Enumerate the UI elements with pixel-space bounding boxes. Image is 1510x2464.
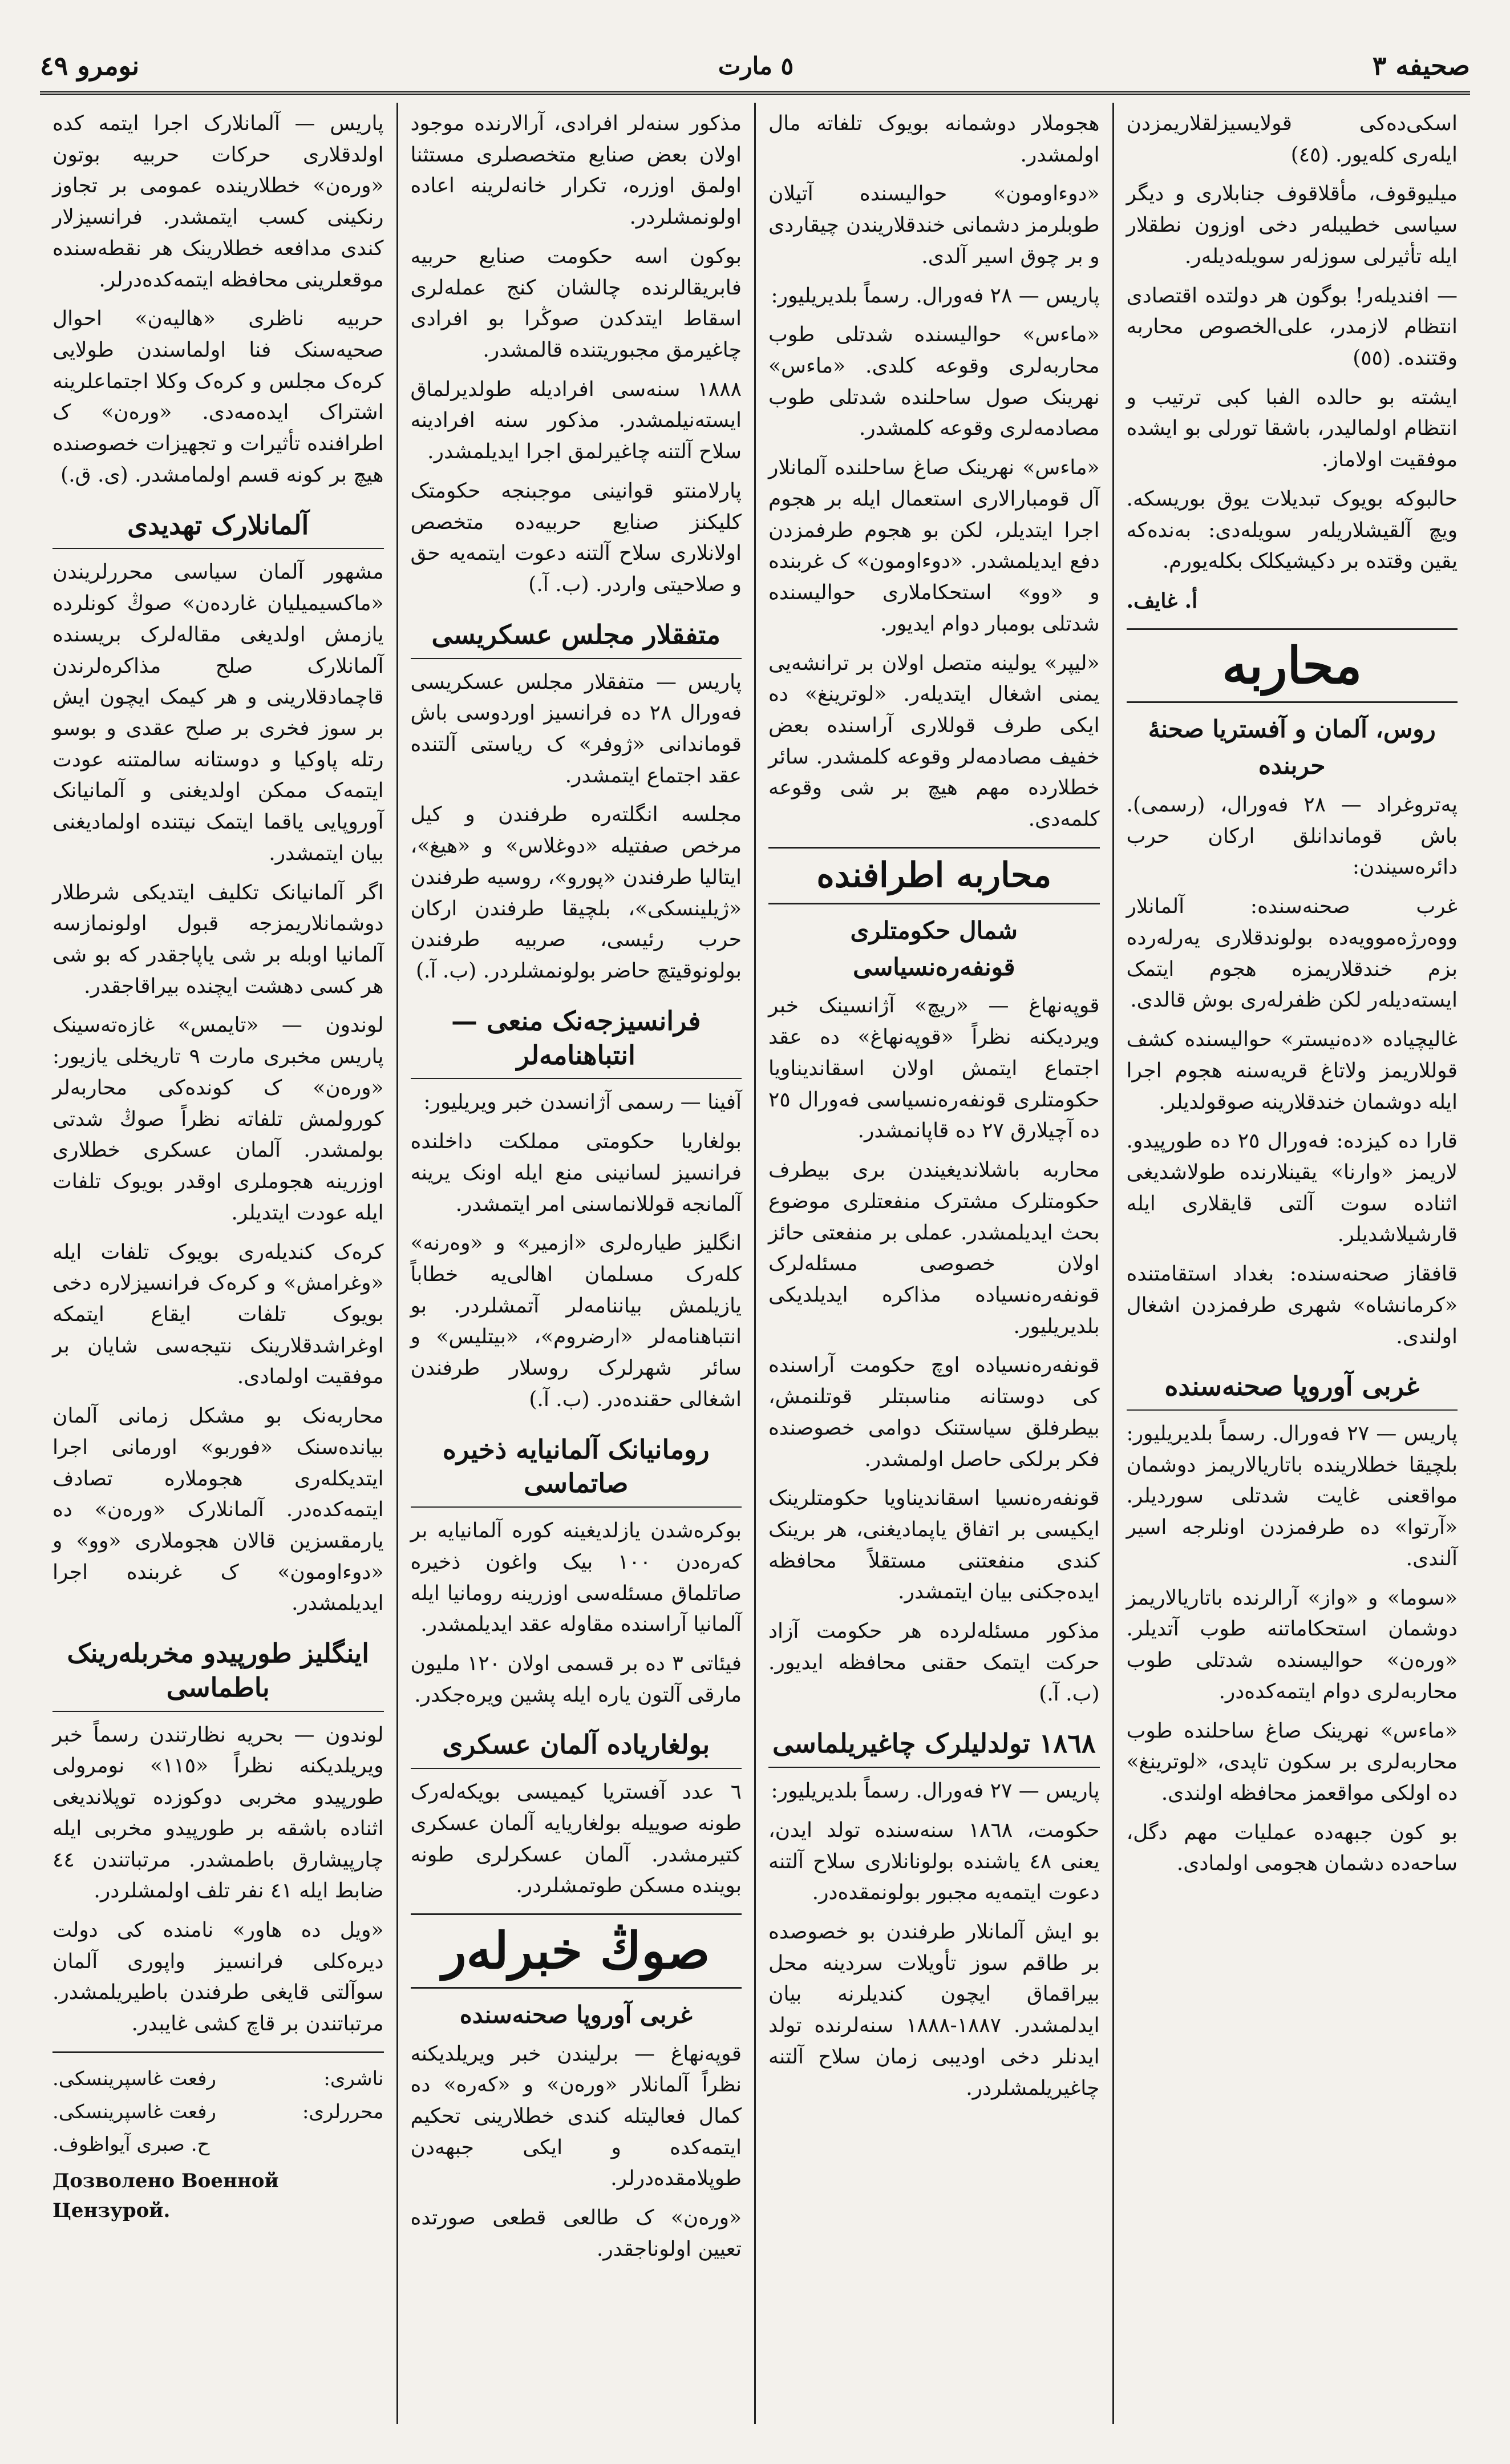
paragraph: ٦ عدد آفستریا کیمیسی بویکەلەرک طونە صوییلە بولغاریایە آلمان عسکری کتیرمشدر. آلمان عسکرلری طونە بویندە مسکن طوتمشلردر. <box>410 1780 742 1898</box>
paragraph: «ورەن» ک طالعی قطعی صورتدە تعیین اولوناجقدر. <box>410 2206 742 2261</box>
columns <box>40 103 1470 2424</box>
paragraph: پارلامنتو قوانینی موجبنجە حکومتک کلیکنز صنایع حربیەدە متخصص اولانلاری سلاح آلتنە دعوت ایتمەیە حق و صلاحیتی واردر. (ب. آ.) <box>410 479 742 597</box>
paragraph: اسکی‌ده‌کی قولایسیزلقلاریمزدن ایلەری کلەیور. (٤٥) <box>1126 112 1458 167</box>
paragraph: فیئاتی ٣ دە بر قسمی اولان ١٢٠ ملیون مارقی آلتون یارە ایلە پشین ویرەجکدر. <box>410 1652 742 1707</box>
column-2 <box>754 103 1112 2424</box>
paragraph: قافقاز صحنەسندە: بغداد استقامتندە «کرمانشاه» شهری طرفمزدن اشغال اولندی. <box>1126 1262 1458 1348</box>
paragraph: پەتروغراد — ٢٨ فەورال، (رسمی). باش قوماندانلق ارکان حرب دائرەسیندن: <box>1126 793 1458 879</box>
paragraph: آفینا — رسمی آژانسدن خبر ویریلیور: <box>423 1090 742 1114</box>
paragraph: «ماءس» حوالیسندە شدتلی طوب محاربەلری وقوعە کلدی. «ماءس» نهرینک صول ساحلندە شدتلی طوب مصادمەلری وقوعە کلمشدر. <box>768 323 1100 441</box>
page-number: صحیفه ٣ <box>1372 50 1470 81</box>
page-header <box>40 40 1470 95</box>
paragraph: بوکرەشدن یازلدیغینە کورە آلمانیایە بر کەرەدن ١٠٠ بیک واغون ذخیرە صاتلماق مسئلەسی اوزرینە رومانیا ایلە آلمانیا آراسندە مقاولە عقد ایدیلمشدر. <box>410 1519 742 1637</box>
war-subheadline: روس، آلمان و آفستریا صحنهٔ حربندە <box>1148 715 1436 780</box>
conscription-headline: ١٨٦٨ تولدلیلرک چاغیریلماسی <box>768 1721 1100 1768</box>
bulgaria-troops-headline: بولغاریادە آلمان عسکری <box>411 1722 742 1769</box>
paragraph: قارا دە کیزدە: فەورال ٢٥ دە طورپیدو. لاریمز «وارنا» یقینلارندە طولاشدیغی اثنادە سوت آلتی قایقلاری ایلە قارشیلاشدیلر. <box>1126 1129 1458 1247</box>
author-signature: أ. غایف. <box>1126 589 1198 613</box>
publisher-row <box>52 2065 384 2094</box>
paragraph: میلیوقوف، مأقلاقوف جنابلاری و دیگر سیاسی خطیبلەر دخی اوزون نطقلار ایلە تأثیرلی سوزلەر سویلەدیلەر. <box>1126 182 1458 268</box>
paragraph: محاربەنک بو مشکل زمانی آلمان بیاندەسنک «فوربو» اورمانی اجرا ایتدیکلەری هجوملارە تصادف ایتمەکدەدر. آلمانلارک «ورەن» دە یارمقسزین قالان هجوملاری «وو» و «دوءاومون» ک غربندە اجرا ایدیلمشدر. <box>52 1404 384 1615</box>
editor-name: ح. صبری آیواظوف. <box>52 2133 210 2156</box>
paragraph: محاربە باشلاندیغیندن بری بیطرف حکومتلرک مشترک منفعتلری موضوع بحث ایدیلمشدر. عملی بر منفعتی حائز اولان خصوصی مسئلەلرک قونفەرەنسیادە مذاکرە ایدیلدیکی بلدیریلیور. <box>768 1158 1100 1338</box>
paragraph: «ویل ده هاور» نامندە کی دولت دیرەکلی فرانسیز واپوری آلمان سوآلتی قایغی طرفندن باطیریلمشدر. مرتباتندن بر قاچ کشی غایبدر. <box>52 1918 384 2036</box>
paragraph: لوندون — «تایمس» غازەتەسینک پاریس مخبری مارت ٩ تاریخلی یازیور: «ورەن» ک کوندەکی محاربەلر کورولمش تلفاتە نظراً صوڭ شدتی بولمشدر. آلمان عسکری خطلاری اوزرینە هجوملری اوقدر بویوک تلفات ایلە عودت ایتدیلر. <box>52 1013 384 1225</box>
paragraph: قوپەنهاغ — «ریچ» آژانسینک خبر ویردیکنە نظراً «قوپەنهاغ» دە عقد اجتماع ایتمش اولان اسقاندیناویا حکومتلری قونفەرەنسیاسی فەورال ٢٥ دە آچیلارق ٢٧ دە قاپانمشدر. <box>768 994 1100 1143</box>
paragraph: هجوملار دوشمانە بویوک تلفاتە مال اولمشدر. <box>768 112 1100 167</box>
editors-row-2 <box>52 2130 384 2160</box>
around-war-headline: محاربه اطرافنده <box>768 847 1100 904</box>
paragraph: بو ایش آلمانلار طرفندن بو خصوصدە بر طاقم سوز تأویلات سردینە محل بیراقماق ایچون کندیلرنە بیان ایدلمشدر. ١٨٨٧-١٨٨٨ سنەلرندە تولد ایدنلر دخی اودیبی زمان سلاح آلتنە چاغیریلمشلردر. <box>768 1920 1100 2100</box>
paragraph: مشهور آلمان سیاسی محررلریندن «ماکسیمیلیان غاردەن» صوڭ کونلردە یازمش اولدیغی مقالەلرک بریسندە آلمانلارک صلح مذاکرەلرندن قاچمادقلارینی و هر کیمک ایچون ایش بر سوز فخری بر صلح عقدی و بوسو رتلە پاوکیا و دوستانە سالمتنە عودت ایتمەک ممکن اولدیغنی و آلمانیانک آوروپایی یاقما ایتمک نیتندە اولمادیغنی بیان ایتمشدر. <box>52 560 384 865</box>
censor-note: Дозволено Военной Цензурой. <box>52 2169 279 2222</box>
column-1 <box>1112 103 1471 2424</box>
publisher-label: ناشری: <box>323 2067 384 2090</box>
publisher-name: رفعت غاسپرینسکی. <box>52 2067 216 2090</box>
paragraph: «سوما» و «واز» آرالرندە باتاریالاریمز دوشمان استحکاماتنە طوب آتدیلر. «ورەن» حوالیسندە شدتلی طوب محاربەلری دوام ایتمەکدەدر. <box>1126 1586 1458 1703</box>
paragraph: «ماءس» نهرینک صاغ ساحلندە آلمانلار آل قومبارالاری استعمال ایلە بر هجوم اجرا ایتدیلر، لکن بو هجوم طرفمزدن دفع ایدیلمشدر. «دوءاومون» ک غربندە و «وو» استحکاملاری حوالیسندە شدتلی بومبار دوام ایدیور. <box>768 456 1100 636</box>
column-4 <box>40 103 396 2424</box>
german-threat-headline: آلمانلارک تهدیدی <box>52 503 384 550</box>
column-3 <box>396 103 755 2424</box>
french-ban-headline: فرانسیزجەنک منعی — انتباهنامەلر <box>411 999 742 1080</box>
paragraph: قوپەنهاغ — برلیندن خبر ویریلدیکنە نظراً آلمانلار «ورەن» و «کەرە» دە کمال فعالیتلە کندی خطلارینی تحکیم ایتمەکدە و ایکی جبهەدن طوپلامقدەدرلر. <box>410 2042 742 2191</box>
paragraph: قونفەرەنسیا اسقاندیناویا حکومتلرینک ایکیسی بر اتفاق یاپمادیغنی، هر برینک کندی منفعتنی مستقلاً محافظە ایدەجکنی بیان ایتمشدر. <box>768 1487 1100 1604</box>
paragraph: پاریس — ٢٧ فەورال. رسماً بلدیریلیور: بلچیقا خطلاریندە باتاریالاریمز دوشمان مواقعنی غایت شدتلی سوردیلر. «آرتوا» دە طرفمزدن اونلرجە اسیر آلندی. <box>1126 1422 1458 1570</box>
paragraph: ١٨٨٨ سنەسی افرادیلە طولدیرلماق ایستەنیلمشدر. مذکور سنە افرادینە سلاح آلتنە چاغیرلمق اجرا ایدیلمشدر. <box>410 377 742 464</box>
paragraph: غرب صحنەسندە: آلمانلار ووەرژەموویەدە بولوندقلاری یەرلەردە بزم خندقلاریمزه هجوم ایتمک ایستەدیلەر لکن ظفرلەری بوش قالدی. <box>1126 895 1458 1012</box>
paragraph: پاریس — آلمانلارک اجرا ایتمە کدە اولدقلاری حرکات حربیە بوتون «ورەن» خطلاریندە عمومی بر تجاوز رنکینی کسب ایتمشدر. فرانسیزلار کندی مدافعە خطلارینک هر نقطەسندە موقعلرینی محافظە ایتمەکدەدرلر. <box>52 112 384 292</box>
paragraph: کرەک کندیلەری بویوک تلفات ایلە «وغرامش» و کرەک فرانسیزلارە دخی بویوک تلفات ایقاع ایتمکە اوغراشدقلارینک نتیجەسی شایان بر موفقیت اولمادی. <box>52 1240 384 1389</box>
imprint <box>52 2051 384 2225</box>
paragraph: حکومت، ١٨٦٨ سنەسندە تولد ایدن، یعنی ٤٨ یاشندە بولونانلاری سلاح آلتنە دعوت ایتمەیە مجبور بولونمقدەدر. <box>768 1818 1100 1905</box>
destroyer-sinking-headline: اینگلیز طورپیدو مخربلەرینک باطماسی <box>52 1631 384 1712</box>
paragraph: اگر آلمانیانک تکلیف ایتدیکی شرطلار دوشمانلاریمزجە قبول اولونمازسە آلمانیا اوبلە بر شی یاپاجقدر کە بو شی هر کسی دهشت ایچندە بیراقاجقدر. <box>52 880 384 998</box>
paragraph: ایشتە بو حالدە الفبا کبی ترتیب و انتظام اولمالیدر، باشقا تورلی بو ایشدە موفقیت اولاماز. <box>1126 385 1458 472</box>
paragraph: قونفەرەنسیادە اوچ حکومت آراسندە کی دوستانە مناسبتلر قوتلنمش، بیطرفلق سیاستنک دوامی خصوصندە فکر برلکی حاصل اولمشدر. <box>768 1354 1100 1471</box>
issue-date: ٥ ﻣﺎﺭﺕ <box>718 51 794 80</box>
paragraph: پاریس — ٢٨ فەورال. رسماً بلدیریلیور: <box>771 284 1100 308</box>
editors-label: محررلری: <box>302 2100 384 2123</box>
paragraph: «دوءاومون» حوالیسندە آتیلان طوبلرمز دشمانی خندقلاریندن چیقاردی و بر چوق اسیر آلدی. <box>768 182 1100 268</box>
latest-news-headline: صوڭ خبرلەر <box>411 1913 742 1989</box>
romania-grain-headline: رومانیانک آلمانیایە ذخیرە صاتماسی <box>411 1427 742 1508</box>
paragraph: لوندون — بحریە نظارتندن رسماً خبر ویریلدیکنە نظراً «١١٥» نومرولی طورپیدو مخربی دوکوزدە توپلاندیغی اثنادە باشقە بر طورپیدو مخربی ایلە چارپیشارق باطمشدر. مرتباتندن ٤٤ ضابط ایلە ٤١ نفر تلف اولمشلردر. <box>52 1723 384 1903</box>
paragraph: مذکور سنەلر افرادی، آرالارندە موجود اولان بعض صنایع متخصصلری مستثنا اولمق اوزرە، تکرار خانەلرینە اعادە اولونمشلردر. <box>410 112 742 229</box>
editor-name: رفعت غاسپرینسکی. <box>52 2100 216 2123</box>
paragraph: غالیچیادە «دەنیستر» حوالیسندە کشف قوللاریمز ولاتاغ قریەسنە هجوم اجرا ایلە دوشمان خندقلارینە صوقولدیلر. <box>1126 1028 1458 1114</box>
paragraph: پاریس — ٢٧ فەورال. رسماً بلدیریلیور: <box>771 1779 1100 1803</box>
paragraph: بوکون اسە حکومت صنایع حربیە فابریقالرندە چالشان کنج عملەلری اسقاط ایتدکدن صوڭرا بو افرادی چاغیرمق مجبوریتندە قالمشدر. <box>410 244 742 362</box>
paragraph: مجلسە انگلتەرە طرفندن و کیل مرخص صفتیلە «دوغلاس» و «هیغ»، ایتالیا طرفندن «پورو»، روسیە طرفندن «ژیلینسکی»، بلچیقا طرفندن ارکان حرب رئیسی، صربیە طرفندن بولونوقیتچ حاضر بولونمشلردر. (ب. آ.) <box>410 803 742 983</box>
paragraph: مذکور مسئلەلردە هر حکومت آزاد حرکت ایتمک حقنی محافظە ایدیور. (ب. آ.) <box>768 1619 1100 1706</box>
paragraph: بو کون جبهەدە عملیات مهم دگل، ساحەدە دشمان هجومی اولمادی. <box>1126 1820 1458 1876</box>
paragraph: بولغاریا حکومتی مملکت داخلندە فرانسیز لسانینی منع ایلە اونک یرینە آلمانجە قوللانماسنی امر ایتمشدر. <box>410 1130 742 1216</box>
paragraph: پاریس — متفقلار مجلس عسکریسی فەورال ٢٨ دە فرانسیز اوردوسی باش قوماندانی «ژوفر» ک ریاستی آلتندە عقد اجتماع ایتمشدر. <box>410 670 742 787</box>
paragraph: — افندیلەر! بوگون هر دولتدە اقتصادی انتظام لازمدر، علی‌الخصوص محاربە وقتندە. (٥٥) <box>1126 284 1458 370</box>
war-headline: محاربە <box>1127 628 1458 704</box>
paragraph: حالبوکە بویوک تبدیلات یوق بوریسکە. ویچ آلقیشلاریلەر سویلەدی: بەندەکە یقین وقتدە بر دکیشیکلک بکلەیورم. <box>1126 487 1458 573</box>
latest-news-subheadline: غربی آوروپا صحنەسندە <box>459 2000 693 2029</box>
paragraph: حربیە ناظری «هالیەن» احوال صحیەسنک فنا اولماسندن طولایی کرەک مجلس و کرەک وکلا اجتماعلرینە اشتراک ایدەمەدی. «ورەن» ک اطرافندە تأثیرات و تجهیزات خصوصندە هیچ بر کونە قسم اولمامشدر. (ی. ق.) <box>52 307 384 487</box>
issue-number: نومرو ٤٩ <box>40 50 140 81</box>
allied-council-headline: متفقلار مجلس عسکریسی <box>411 612 742 659</box>
west-europe-headline: غربی آوروپا صحنەسندە <box>1127 1364 1458 1411</box>
editors-row <box>52 2098 384 2127</box>
paragraph: «ماءس» نهرینک صاغ ساحلندە طوب محاربەلری بر سکون تاپدی، «لوترینغ» دە اولکی مواقعمز محافظە اولندی. <box>1126 1719 1458 1805</box>
paragraph: انگلیز طیارەلری «ازمیر» و «وەرنە» کلەرک مسلمان اهالی‌یە خطاباً یازیلمش بیاننامەلر آتمشلردر. بو انتباهنامەلر «ارضروم»، «بیتلیس» و سائر شهرلرک روسلار طرفندن اشغالی حقندەدر. (ب. آ.) <box>410 1231 742 1411</box>
north-conference-subheadline: شمال حکومتلری قونفەرەنسیاسی <box>850 916 1018 981</box>
paragraph: «لیپر» یولینە متصل اولان بر ترانشەیی یمنی اشغال ایتدیلەر. «لوترینغ» دە ایکی طرف قوللاری آراسندە بعض خفیف مصادمەلر وقوعە کلمشدر. سائر خطلاردە مهم هیچ بر شی وقوعە کلمەدی. <box>768 651 1100 831</box>
